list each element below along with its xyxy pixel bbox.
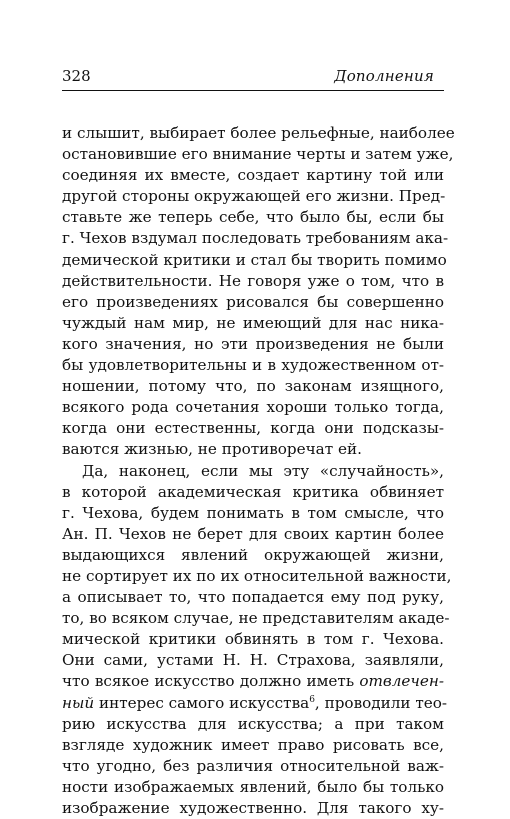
page-number: 328 <box>62 66 91 86</box>
text-line: и слышит, выбирает более рельефные, наиболее <box>62 123 444 144</box>
text-run: что всякое искусство должно иметь <box>62 672 359 690</box>
text-line: то, во всяком случае, не представителям акаде- <box>62 608 444 629</box>
paragraph <box>62 123 444 461</box>
text-line: ставьте же теперь себе, что было бы, если бы <box>62 207 444 228</box>
text-line: соединяя их вместе, создает картину той или <box>62 165 444 186</box>
italic-term: отвлечен- <box>359 672 444 690</box>
text-line: г. Чехова, будем понимать в том смысле, что <box>62 503 444 524</box>
italic-term: ный <box>62 694 94 712</box>
text-line: ности изображаемых явлений, было бы только <box>62 777 444 798</box>
text-line: чуждый нам мир, не имеющий для нас ника- <box>62 313 444 334</box>
text-line <box>62 671 444 692</box>
text-line: а описывает то, что попадается ему под руку, <box>62 587 444 608</box>
running-title: Дополнения <box>334 66 444 86</box>
book-page <box>62 66 444 819</box>
text-run: , проводили тео- <box>315 694 447 712</box>
text-line: другой стороны окружающей его жизни. Пред- <box>62 186 444 207</box>
text-line: что угодно, без различия относительной важ- <box>62 756 444 777</box>
text-line: выдающихся явлений окружающей жизни, <box>62 545 444 566</box>
text-line: Да, наконец, если мы эту «случайность», <box>62 461 444 482</box>
page-body <box>62 123 444 819</box>
text-line: его произведениях рисовался бы совершенно <box>62 292 444 313</box>
text-line: остановившие его внимание черты и затем уже, <box>62 144 444 165</box>
text-line: Они сами, устами Н. Н. Страхова, заявляли, <box>62 650 444 671</box>
text-line: ношении, потому что, по законам изящного, <box>62 376 444 397</box>
text-line: изображение художественно. Для такого ху- <box>62 798 444 819</box>
text-line: всякого рода сочетания хороши только тогда, <box>62 397 444 418</box>
text-line: мической критики обвинять в том г. Чехова. <box>62 629 444 650</box>
paragraph <box>62 461 444 819</box>
text-line: г. Чехов вздумал последовать требованиям ака- <box>62 228 444 249</box>
footnote-marker[interactable]: 6 <box>309 694 315 704</box>
text-line: бы удовлетворительны и в художественном от- <box>62 355 444 376</box>
text-line: когда они естественны, когда они подсказы- <box>62 418 444 439</box>
text-line: действительности. Не говоря уже о том, что в <box>62 271 444 292</box>
page-header <box>62 66 444 91</box>
text-line: рию искусства для искусства; а при таком <box>62 714 444 735</box>
text-run: интерес самого искусства <box>94 694 309 712</box>
text-line: кого значения, но эти произведения не были <box>62 334 444 355</box>
text-line: Ан. П. Чехов не берет для своих картин более <box>62 524 444 545</box>
text-line: взгляде художник имеет право рисовать все, <box>62 735 444 756</box>
text-line: демической критики и стал бы творить помимо <box>62 250 444 271</box>
text-line: в которой академическая критика обвиняет <box>62 482 444 503</box>
text-line: не сортирует их по их относительной важности, <box>62 566 444 587</box>
text-line <box>62 693 444 714</box>
text-line: ваются жизнью, не противоречат ей. <box>62 439 444 460</box>
